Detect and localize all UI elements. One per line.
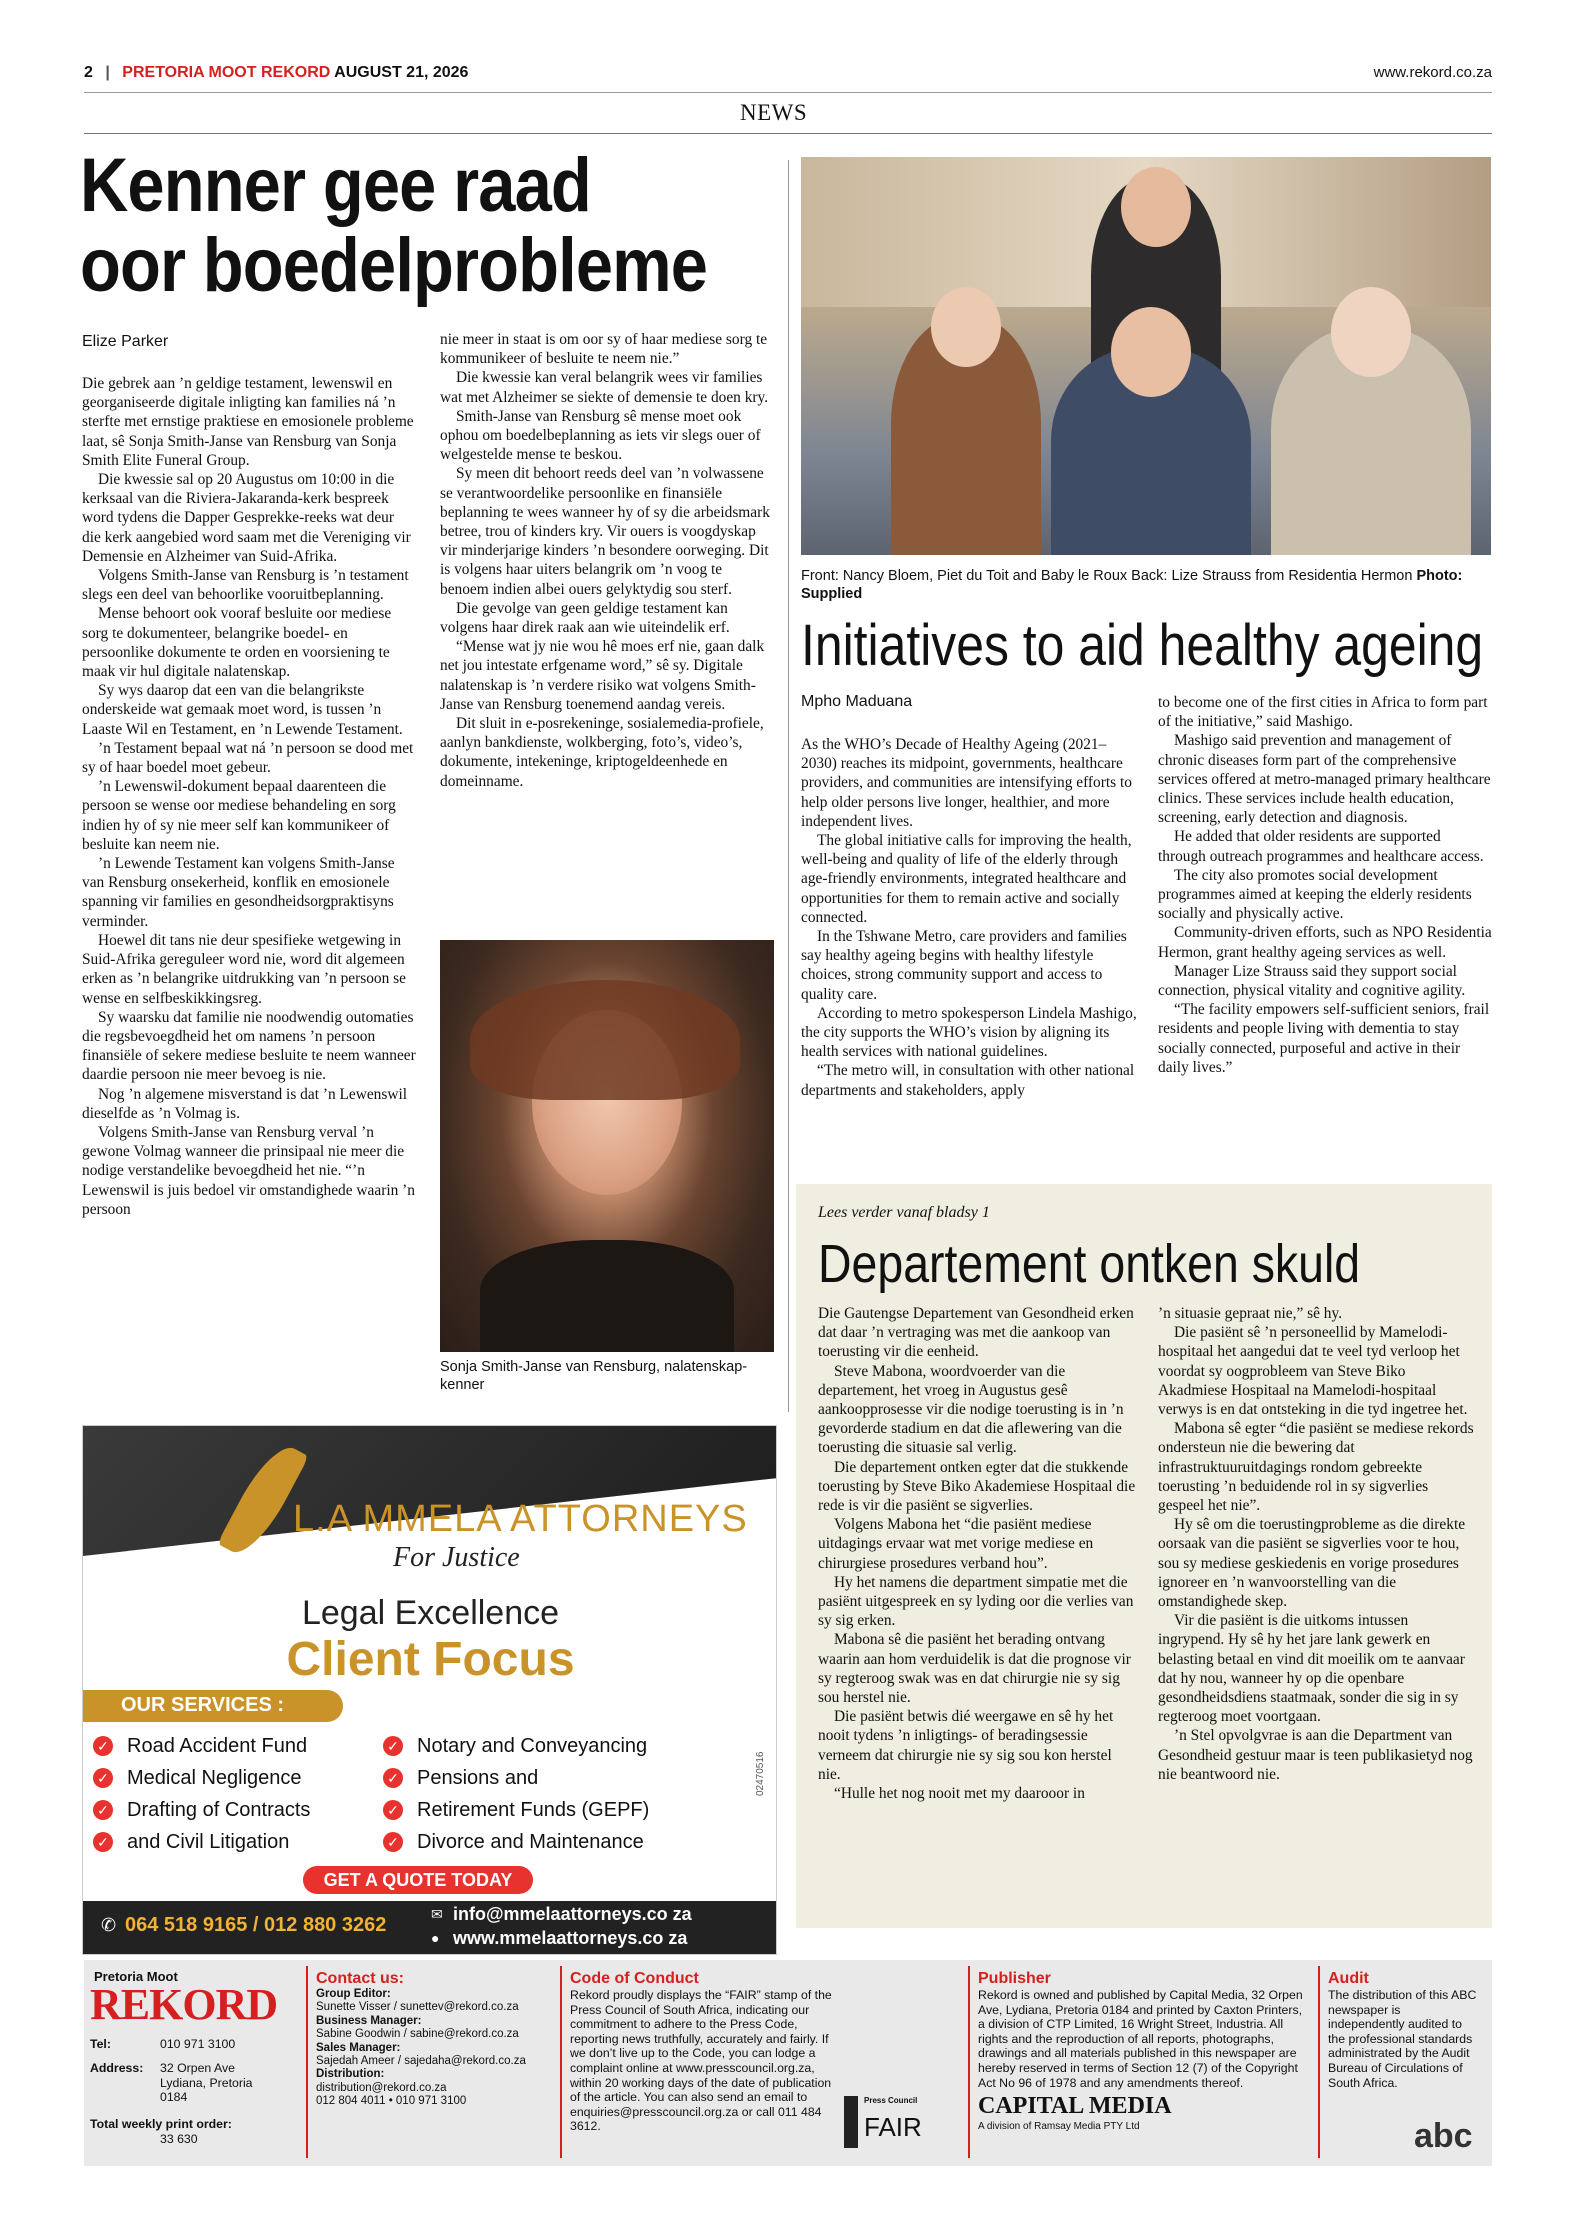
service-item bbox=[93, 1826, 383, 1858]
fair-small: Press Council bbox=[864, 2096, 918, 2105]
check-icon: ✓ bbox=[93, 1736, 113, 1756]
check-icon: ✓ bbox=[383, 1832, 403, 1852]
footer-masthead bbox=[90, 1970, 286, 2146]
paragraph: Steve Mabona, woordvoerder van die departement, het vroeg in Augustus gesê aankoopprosesse vir die nodige toerusting is in ’n gevorderde stadium en dat die aflewering van die toerusting die situasie sal verlig. bbox=[818, 1362, 1124, 1457]
footer-publisher bbox=[978, 1970, 1306, 2135]
contact-role: Group Editor: bbox=[316, 1988, 391, 2000]
paragraph: In the Tshwane Metro, care providers and families say healthy ageing begins with healthy lifestyle choices, strong community support and access to quality care. bbox=[801, 928, 1127, 1003]
check-icon: ✓ bbox=[383, 1736, 403, 1756]
service-label: Pensions and bbox=[417, 1766, 539, 1789]
paragraph: ’n situasie gepraat nie,” sê hy. bbox=[1158, 1305, 1343, 1322]
ad-reference: 02470516 bbox=[755, 1751, 766, 1796]
paragraph: According to metro spokesperson Lindela Mashigo, the city supports the WHO’s vision by aligning its health services with national guidelines. bbox=[801, 1004, 1137, 1061]
masthead-footer bbox=[84, 1960, 1492, 2166]
portrait-hair bbox=[470, 980, 740, 1100]
contact-heading: Contact us: bbox=[316, 1970, 404, 1987]
issue-date: AUGUST 21, 2026 bbox=[334, 64, 469, 81]
ad-email[interactable]: info@mmelaattorneys.co za bbox=[453, 1904, 692, 1924]
check-icon: ✓ bbox=[93, 1768, 113, 1788]
service-label: Drafting of Contracts bbox=[127, 1798, 311, 1821]
contact-detail[interactable]: Sunette Visser / sunettev@rekord.co.za bbox=[316, 2001, 519, 2014]
service-label: Notary and Conveyancing bbox=[417, 1734, 648, 1757]
contact-detail[interactable]: Sabine Goodwin / sabine@rekord.co.za bbox=[316, 2028, 519, 2041]
code-text: Rekord proudly displays the “FAIR” stamp of the Press Council of South Africa, indicating our commitment to adhere to the Press Code, reporting news truthfully, accurately and fairly. If we don’t live up to the Code, you can lodge a complaint online at www.presscouncil.org.za, within 20 working days of the date of publication of the article. You can also send an email to enquiries@presscouncil.org.za or call 011 484 3612. bbox=[570, 1988, 832, 2134]
ad-website[interactable]: www.mmelaattorneys.co za bbox=[453, 1928, 688, 1948]
services-list-right bbox=[383, 1730, 703, 1858]
service-label: and Civil Litigation bbox=[127, 1830, 290, 1853]
tel-label: Tel: bbox=[90, 2036, 111, 2051]
services-banner bbox=[83, 1690, 343, 1722]
website-link[interactable]: www.rekord.co.za bbox=[1373, 64, 1492, 81]
paragraph: “Mense wat jy nie wou hê moes erf nie, gaan dalk net jou intestate erfgename word,” sê sy. Digitale nalatenskap is ’n verdere risiko wat volgens Smith-Janse van Rensburg toenemend aandag vereis. bbox=[440, 638, 765, 713]
contact-role: Business Manager: bbox=[316, 2014, 422, 2027]
story2-byline: Mpho Maduana bbox=[801, 693, 913, 710]
story1-headline bbox=[80, 143, 708, 308]
capital-media-sub: A division of Ramsay Media PTY Ltd bbox=[978, 2121, 1140, 2133]
page-number: 2 bbox=[84, 64, 93, 81]
paragraph: ’n Lewende Testament kan volgens Smith-Janse van Rensburg onsekerheid, konflik en emosionele spanning vir families en gesondheidsorgpraktisyns verminder. bbox=[82, 855, 395, 930]
paragraph: “The facility empowers self-sufficient seniors, frail residents and people living with dementia to stay socially connected, purposeful and active in their daily lives.” bbox=[1158, 1001, 1490, 1076]
header-rule bbox=[84, 92, 1492, 93]
footer-divider bbox=[968, 1966, 970, 2158]
group-photo-caption bbox=[801, 567, 1491, 603]
portrait-caption: Sonja Smith-Janse van Rensburg, nalatenskap-kenner bbox=[440, 1359, 748, 1393]
header-separator: | bbox=[105, 64, 110, 81]
service-label: Medical Negligence bbox=[127, 1766, 302, 1789]
get-quote-button[interactable]: GET A QUOTE TODAY bbox=[303, 1866, 533, 1894]
group-photo bbox=[801, 157, 1491, 555]
services-title: OUR SERVICES : bbox=[121, 1694, 284, 1716]
story3-column-1 bbox=[818, 1304, 1136, 1803]
paragraph: ’n Lewenswil-dokument bepaal daarenteen die persoon se wense oor mediese behandeling en sorg indien hy of sy nie meer self kan kommunikeer of besluite kan neem nie. bbox=[82, 778, 396, 853]
address-line: Lydiana, Pretoria bbox=[160, 2075, 253, 2090]
masthead-logo: REKORD bbox=[90, 1979, 278, 2029]
photo-face bbox=[1121, 167, 1191, 247]
portrait-photo bbox=[440, 940, 774, 1352]
address-label: Address: bbox=[90, 2061, 144, 2076]
capital-media-logo: CAPITAL MEDIA bbox=[978, 2093, 1172, 2120]
paragraph: Community-driven efforts, such as NPO Residentia Hermon, grant healthy ageing services as well. bbox=[1158, 924, 1492, 961]
paragraph: Volgens Smith-Janse van Rensburg verval ’n gewone Volmag wanneer die prinsipaal nie meer die nodige verstandelike bevoegdheid het nie. “’n Lewenswil is juis bedoel vir omstandighede waarin ’n persoon bbox=[82, 1123, 415, 1218]
section-label: NEWS bbox=[740, 100, 808, 125]
paragraph: Hoewel dit tans nie deur spesifieke wetgewing in Suid-Afrika gereguleer word nie, word dit algemeen erken as ’n belangrike uitdrukking van ’n persoon se wense en selfbeskikkingsreg. bbox=[82, 931, 406, 1007]
story3-column-2 bbox=[1158, 1304, 1476, 1784]
ad-firm-name: L.A MMELA ATTORNEYS bbox=[293, 1498, 748, 1540]
tel-value: 010 971 3100 bbox=[160, 2036, 236, 2051]
ad-contact-bar bbox=[83, 1901, 777, 1955]
story2-column-1 bbox=[801, 735, 1137, 1100]
paragraph: Nog ’n algemene misverstand is dat ’n Lewenswil dieselfde as ’n Volmag is. bbox=[82, 1085, 408, 1122]
story1-headline-line1: Kenner gee raad bbox=[80, 143, 591, 228]
paragraph: “The metro will, in consultation with other national departments and stakeholders, apply bbox=[801, 1062, 1135, 1099]
paragraph: Die pasiënt sê ’n personeellid by Mamelodi-hospitaal het aangedui dat te veel tyd verloop het voordat sy oogprobleem van Steve Biko Akadmiese Hospitaal na Mamelodi-hospitaal verwys is en dat ontsteking in die tyd ingetree het. bbox=[1158, 1324, 1468, 1419]
paragraph: Hy het namens die department simpatie met die pasiënt uitgespreek en sy lyding oor die verlies van sy sig erken. bbox=[818, 1573, 1134, 1630]
paragraph: Mashigo said prevention and management of chronic diseases form part of the comprehensive services offered at metro-managed primary healthcare clinics. These services include health education, screening, early detection and diagnosis. bbox=[1158, 732, 1491, 827]
contact-detail[interactable]: Sajedah Ameer / sajedaha@rekord.co.za bbox=[316, 2055, 526, 2068]
paragraph: Hy sê om die toerustingprobleme as die direkte oorsaak van die pasiënt se sigverlies voor te hou, sou sy mediese geskiedenis en vorige prosedures ignoreer en ’n wanvoorstelling van die omstandighede skep. bbox=[1158, 1516, 1466, 1611]
code-heading: Code of Conduct bbox=[570, 1970, 699, 1987]
publisher-text: Rekord is owned and published by Capital Media, 32 Orpen Ave, Lydiana, Pretoria 0184 and printed by Caxton Printers, a division of CTP Limited, 16 Wright Street, Industria. All rights and the reproduction of all reports, photographs, drawings and all materials published in this newspaper are hereby reserved in terms of Section 12 (7) of the Copyright Act No 96 of 1978 and any amendments thereof. bbox=[978, 1988, 1303, 2090]
globe-icon: ● bbox=[431, 1930, 440, 1946]
service-item bbox=[93, 1730, 383, 1762]
paragraph: Die gevolge van geen geldige testament kan volgens haar direk raak aan wie uiteindelik erf. bbox=[440, 599, 730, 637]
check-icon: ✓ bbox=[93, 1832, 113, 1852]
check-icon: ✓ bbox=[383, 1768, 403, 1788]
paragraph: The global initiative calls for improving the health, well-being and quality of life of the elderly through age-friendly environments, integrated healthcare and opportunities for them to remain active and socially connected. bbox=[801, 832, 1132, 926]
service-item bbox=[93, 1794, 383, 1826]
ad-line-2: Client Focus bbox=[286, 1633, 575, 1686]
footer-code bbox=[570, 1970, 838, 2134]
paragraph: As the WHO’s Decade of Healthy Ageing (2021–2030) reaches its midpoint, governments, healthcare providers, and communities are intensifying efforts to help older persons live longer, healthier, and more independent lives. bbox=[801, 736, 1132, 830]
service-label: Divorce and Maintenance bbox=[417, 1830, 644, 1853]
story3-box bbox=[796, 1184, 1492, 1928]
check-icon: ✓ bbox=[383, 1800, 403, 1820]
contact-role: Sales Manager: bbox=[316, 2041, 401, 2054]
paragraph: Smith-Janse van Rensburg sê mense moet ook ophou om boedelbeplanning as iets vir slegs ouer of welgestelde mense te beskou. bbox=[440, 407, 761, 464]
paragraph: Manager Lize Strauss said they support social connection, physical vitality and cognitive agility. bbox=[1158, 962, 1466, 1000]
caption-text: Front: Nancy Bloem, Piet du Toit and Baby le Roux Back: Lize Strauss from Residentia Hermon bbox=[801, 568, 1413, 584]
photo-face bbox=[931, 287, 1001, 367]
ad-tagline: For Justice bbox=[393, 1542, 520, 1573]
paragraph: Sy wys daarop dat een van die belangrikste onderskeide wat gemaak moet word, is tussen ’n Laaste Wil en Testament, en ’n Lewende Testament. bbox=[82, 682, 403, 738]
address-line: 0184 bbox=[160, 2090, 188, 2105]
paragraph: Mense behoort ook vooraf besluite oor mediese sorg te dokumenteer, belangrike boedel- en persoonlike dokumente te orden en voorsiening te maak vir hul digitale nalatenskap. bbox=[82, 605, 392, 681]
paragraph: Sy waarsku dat familie nie noodwendig outomaties die regsbevoegdheid het om namens ’n persoon finansiële of sekere mediese besluite te neem wanneer daardie persoon nie meer bevoeg is nie. bbox=[82, 1008, 416, 1084]
contact-detail[interactable]: distribution@rekord.co.za bbox=[316, 2081, 447, 2094]
story1-column-2 bbox=[440, 330, 774, 791]
paragraph: The city also promotes social development programmes aimed at keeping the elderly residents socially and physically active. bbox=[1158, 866, 1472, 923]
contact-phones: 012 804 4011 • 010 971 3100 bbox=[316, 2095, 467, 2108]
story1-headline-line2: oor boedelprobleme bbox=[80, 223, 708, 308]
footer-address bbox=[90, 2061, 286, 2105]
press-council-fair-logo bbox=[844, 2090, 924, 2154]
story1-column-1 bbox=[82, 374, 416, 1219]
paragraph: “Hulle het nog nooit met my daarooor in bbox=[834, 1785, 1085, 1803]
story2-headline: Initiatives to aid healthy ageing bbox=[801, 613, 1484, 678]
story3-headline: Departement ontken skuld bbox=[818, 1234, 1361, 1294]
audit-text: The distribution of this ABC newspaper is independently audited to the professional standards administrated by the Audit Bureau of Circulations of South Africa. bbox=[1328, 1988, 1477, 2090]
story3-kicker: Lees verder vanaf bladsy 1 bbox=[818, 1204, 990, 1221]
abc-logo: abc bbox=[1414, 2117, 1473, 2155]
paragraph: Die pasiënt betwis dié weergawe en sê hy het nooit tydens ’n inligtings- of beradingsessie verneem dat chirurgie nie sy sig sou kon herstel nie. bbox=[818, 1708, 1114, 1783]
paragraph: Die kwessie kan veral belangrik wees vir families wat met Alzheimer se siekte of demensie te doen kry. bbox=[440, 369, 769, 406]
paragraph: Vir die pasiënt is die uitkoms intussen ingrypend. Hy sê hy het jare lank gewerk en belasting betaal en vind dit moeilik om te aanvaar dat hy nou, wanneer hy op die openbare gesondheidsdiens staatmaak, sonder die sig in sy regteroog moet voortgaan. bbox=[1158, 1612, 1465, 1726]
photo-credit: Photo: Supplied bbox=[801, 568, 1463, 602]
print-order-value: 33 630 bbox=[160, 2131, 198, 2146]
paragraph: Volgens Smith-Janse van Rensburg is ’n testament slegs een deel van behoorlike vooruitbeplanning. bbox=[82, 567, 409, 604]
story2-column-2 bbox=[1158, 693, 1492, 1077]
paragraph: Die kwessie sal op 20 Augustus om 10:00 in die kerksaal van die Riviera-Jakaranda-kerk bespreek word tydens die Dapper Gesprekke-reeks wat deur die kerk aangebied word saam met die Vereniging vir Demensie en Alzheimer van Suid-Afrika. bbox=[82, 471, 411, 565]
service-label: Road Accident Fund bbox=[127, 1734, 308, 1757]
check-icon: ✓ bbox=[93, 1800, 113, 1820]
masthead-small: Pretoria Moot bbox=[94, 1969, 178, 1984]
service-item bbox=[383, 1730, 703, 1762]
phone-icon: ✆ bbox=[101, 1915, 117, 1935]
footer-tel bbox=[90, 2037, 286, 2052]
story1-byline: Elize Parker bbox=[82, 333, 169, 350]
column-divider bbox=[788, 160, 789, 1412]
paragraph: Sy meen dit behoort reeds deel van ’n volwassene se verantwoordelike persoonlike en finansiële beplanning te wees wanneer hy of sy die arbeidsmark betree, trou of kinders kry. Vir ouers is voogdyskap vir minderjarige kinders ’n besondere oorweging. Dit is volgens haar uiters belangrik om ’n voog te benoem indien albei ouers gelyktydig sou sterf. bbox=[440, 465, 770, 598]
paragraph: to become one of the first cities in Africa to form part of the initiative,” said Mashigo. bbox=[1158, 694, 1488, 731]
service-item bbox=[383, 1794, 703, 1826]
paragraph: Mabona sê die pasiënt het berading ontvang waarin aan hom verduidelik is dat die prognose vir sy regteroog swak was en dat chirurgie nie sy sig sou herstel nie. bbox=[818, 1631, 1131, 1707]
footer-divider bbox=[306, 1966, 308, 2158]
fair-logo-mark bbox=[844, 2096, 858, 2148]
paragraph: Die gebrek aan ’n geldige testament, lewenswil en georganiseerde digitale inligting kan families ná ’n sterfte met ernstige praktiese en emosionele probleme laat, sê Sonja Smith-Janse van Rensburg van Sonja Smith Elite Funeral Group. bbox=[82, 375, 414, 469]
address-line: 32 Orpen Ave bbox=[160, 2061, 235, 2076]
paragraph: Volgens Mabona het “die pasiënt mediese uitdagings ervaar wat met vorige mediese en chirurgiese prosedures verband hou”. bbox=[818, 1516, 1094, 1572]
ad-line-1: Legal Excellence bbox=[301, 1594, 560, 1632]
ad-phone[interactable]: 064 518 9165 / 012 880 3262 bbox=[125, 1914, 387, 1936]
service-item bbox=[383, 1826, 703, 1858]
footer-divider bbox=[560, 1966, 562, 2158]
photo-face bbox=[1331, 287, 1411, 377]
paragraph: Die Gautengse Departement van Gesondheid erken dat daar ’n vertraging was met die aankoop van toerusting vir die eenheid. bbox=[818, 1305, 1134, 1361]
service-item bbox=[383, 1762, 703, 1794]
section-rule bbox=[84, 133, 1492, 134]
publisher-heading: Publisher bbox=[978, 1970, 1051, 1987]
photo-face bbox=[1111, 307, 1191, 397]
audit-heading: Audit bbox=[1328, 1970, 1369, 1987]
contact-role: Distribution: bbox=[316, 2068, 385, 2081]
service-label: Retirement Funds (GEPF) bbox=[417, 1798, 650, 1821]
paper-name: PRETORIA MOOT REKORD bbox=[122, 64, 331, 81]
lawyer-advertisement[interactable] bbox=[82, 1425, 777, 1955]
footer-contacts bbox=[316, 1970, 546, 2109]
paragraph: Mabona sê egter “die pasiënt se mediese rekords ondersteun nie die bewering dat infrastruktuuruitdagings rondom gebreekte toerusting ’n beduidende rol in sy sigverlies gespeel het nie”. bbox=[1158, 1420, 1474, 1515]
print-order-label: Total weekly print order: bbox=[90, 2116, 232, 2131]
footer-divider bbox=[1318, 1966, 1320, 2158]
service-item bbox=[93, 1762, 383, 1794]
paragraph: nie meer in staat is om oor sy of haar mediese sorg te kommunikeer of besluite te neem nie.” bbox=[440, 331, 768, 368]
fair-text: FAIR bbox=[864, 2112, 922, 2142]
page-header bbox=[84, 64, 1492, 94]
paragraph: ’n Testament bepaal wat ná ’n persoon se dood met sy of haar boedel moet gebeur. bbox=[82, 739, 414, 777]
services-list-left bbox=[93, 1730, 383, 1858]
portrait-clothing bbox=[480, 1240, 734, 1352]
mail-icon: ✉ bbox=[431, 1906, 443, 1922]
paragraph: Dit sluit in e-posrekeninge, sosialemedia-profiele, aanlyn bankdienste, wolkberging, foto’s, video’s, dokumente, intekeninge, kriptogeldeenhede en domeinname. bbox=[440, 715, 764, 790]
paragraph: Die departement ontken egter dat die stukkende toerusting by Steve Biko Akademiese Hospitaal die rede is vir die pasiënt se sigverlies. bbox=[818, 1458, 1136, 1515]
paragraph: ’n Stel opvolgvrae is aan die Department van Gesondheid gestuur maar is teen publikasietyd nog nie beantwoord nie. bbox=[1158, 1727, 1473, 1783]
footer-audit bbox=[1328, 1970, 1478, 2090]
paragraph: He added that older residents are supported through outreach programmes and healthcare access. bbox=[1158, 828, 1484, 865]
